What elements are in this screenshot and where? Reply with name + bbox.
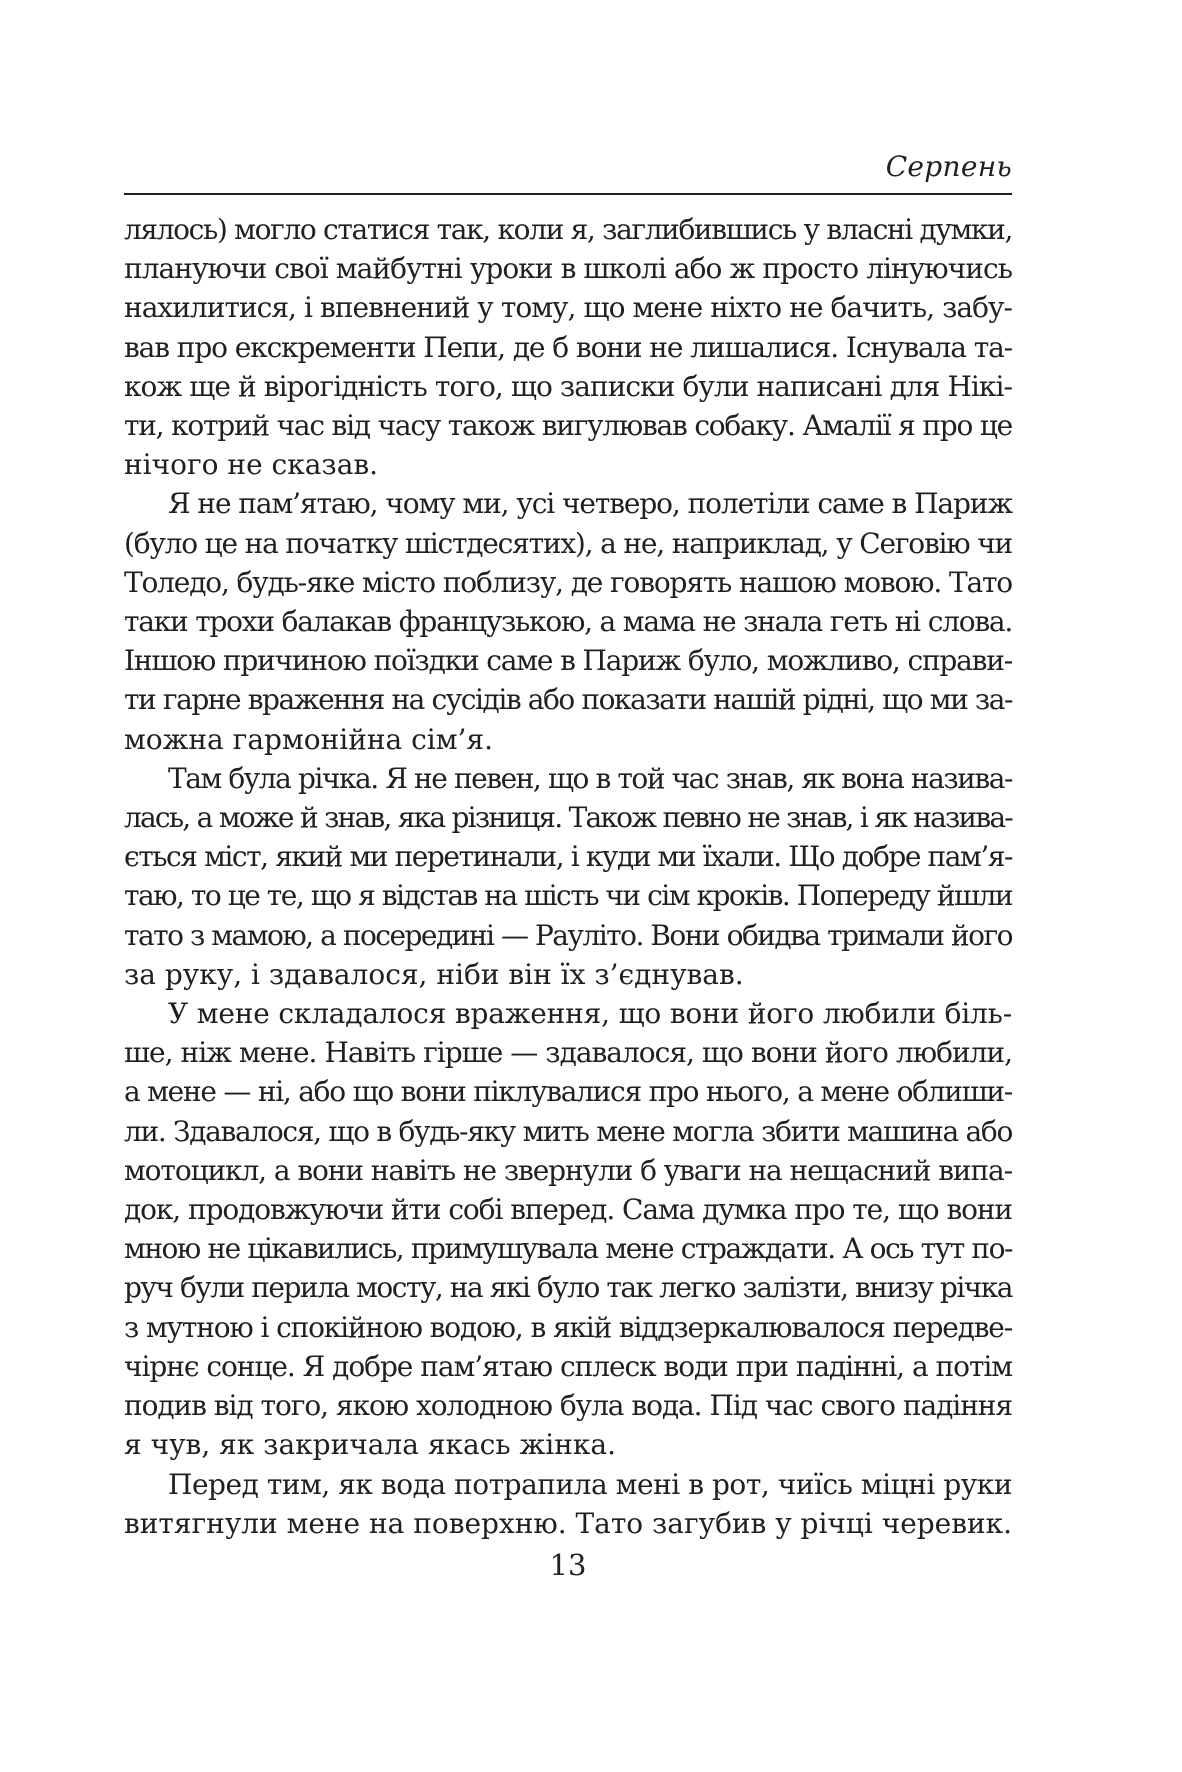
text-line: кож ще й вірогідність того, що записки були написані для Нікі- — [124, 369, 1012, 403]
running-head: Серпень — [885, 150, 1012, 183]
paragraph-2 — [124, 484, 1012, 758]
text-line: я чув, як закричала якась жінка. — [124, 1428, 616, 1462]
text-line: док, продовжуючи йти собі вперед. Сама думка про те, що вони — [124, 1193, 1012, 1227]
text-line: (було це на початку шістдесятих), а не, наприклад, у Сеговію чи — [124, 526, 1012, 560]
text-line: Я не пам’ятаю, чому ми, усі четверо, полетіли саме в Париж — [168, 487, 1012, 521]
text-line: нічого не сказав. — [124, 448, 379, 482]
paragraph-5 — [124, 1465, 1012, 1543]
paragraph-4 — [124, 994, 1012, 1464]
text-line: ється міст, який ми перетинали, і куди ми їхали. Що добре пам’я- — [124, 840, 1012, 874]
text-line: плануючи свої майбутні уроки в школі або ж просто лінуючись — [124, 252, 1012, 286]
text-line: Там була річка. Я не певен, що в той час знав, як вона назива- — [168, 761, 1012, 795]
text-line: У мене складалося враження, що вони його любили біль- — [168, 997, 1012, 1031]
text-line: руч були перила мосту, на які було так легко залізти, внизу річка — [124, 1271, 1012, 1305]
body-text — [124, 210, 1012, 1543]
text-line: таю, то це те, що я відстав на шість чи сім кроків. Попереду йшли — [124, 879, 1012, 913]
header-rule — [124, 193, 1012, 195]
text-line: за руку, і здавалося, ніби він їх з’єднував. — [124, 957, 744, 991]
text-line: Перед тим, як вода потрапила мені в рот, чиїсь міцні руки — [168, 1467, 1012, 1501]
text-line: Толедо, будь-яке місто поблизу, де говорять нашою мовою. Тато — [124, 565, 1012, 599]
text-line: ли. Здавалося, що в будь-яку мить мене могла збити машина або — [124, 1114, 1012, 1148]
paragraph-3 — [124, 759, 1012, 994]
text-line: таки трохи балакав французькою, а мама не знала геть ні слова. — [124, 605, 1012, 639]
text-line: витягнули мене на поверхню. Тато загубив у річці черевик. — [124, 1506, 1012, 1540]
text-line: ти гарне враження на сусідів або показати нашій рідні, що ми за- — [124, 683, 1012, 717]
text-line: лась, а може й знав, яка різниця. Також певно не знав, і як назива- — [124, 801, 1012, 835]
text-line: а мене — ні, або що вони піклувалися про нього, а мене облиши- — [124, 1075, 1012, 1109]
text-line: можна гармонійна сім’я. — [124, 722, 493, 756]
text-line: лялось) могло статися так, коли я, заглибившись у власні думки, — [124, 213, 1012, 246]
text-line: подив від того, якою холодною була вода. Під час свого падіння — [124, 1389, 1012, 1423]
text-line: з мутною і спокійною водою, в якій віддзеркалювалося передве- — [124, 1310, 1012, 1344]
text-line: чірнє сонце. Я добре пам’ятаю сплеск води при падінні, а потім — [124, 1349, 1012, 1383]
text-line: ти, котрий час від часу також вигулював собаку. Амалії я про це — [124, 409, 1012, 443]
text-line: нахилитися, і впевнений у тому, що мене ніхто не бачить, забу- — [124, 291, 1012, 325]
paragraph-1 — [124, 210, 1012, 484]
text-line: мною не цікавились, примушувала мене страждати. А ось тут по- — [124, 1232, 1012, 1266]
text-line: вав про екскременти Пепи, де б вони не лишалися. Існувала та- — [124, 330, 1012, 364]
text-line: мотоцикл, а вони навіть не звернули б уваги на нещасний випа- — [124, 1153, 1012, 1187]
text-line: тато з мамою, а посередині — Рауліто. Вони обидва тримали його — [124, 918, 1012, 952]
text-line: ше, ніж мене. Навіть гірше — здавалося, що вони його любили, — [124, 1036, 1012, 1070]
page-number: 13 — [549, 1548, 587, 1582]
text-line: Іншою причиною поїздки саме в Париж було, можливо, справи- — [124, 644, 1012, 678]
